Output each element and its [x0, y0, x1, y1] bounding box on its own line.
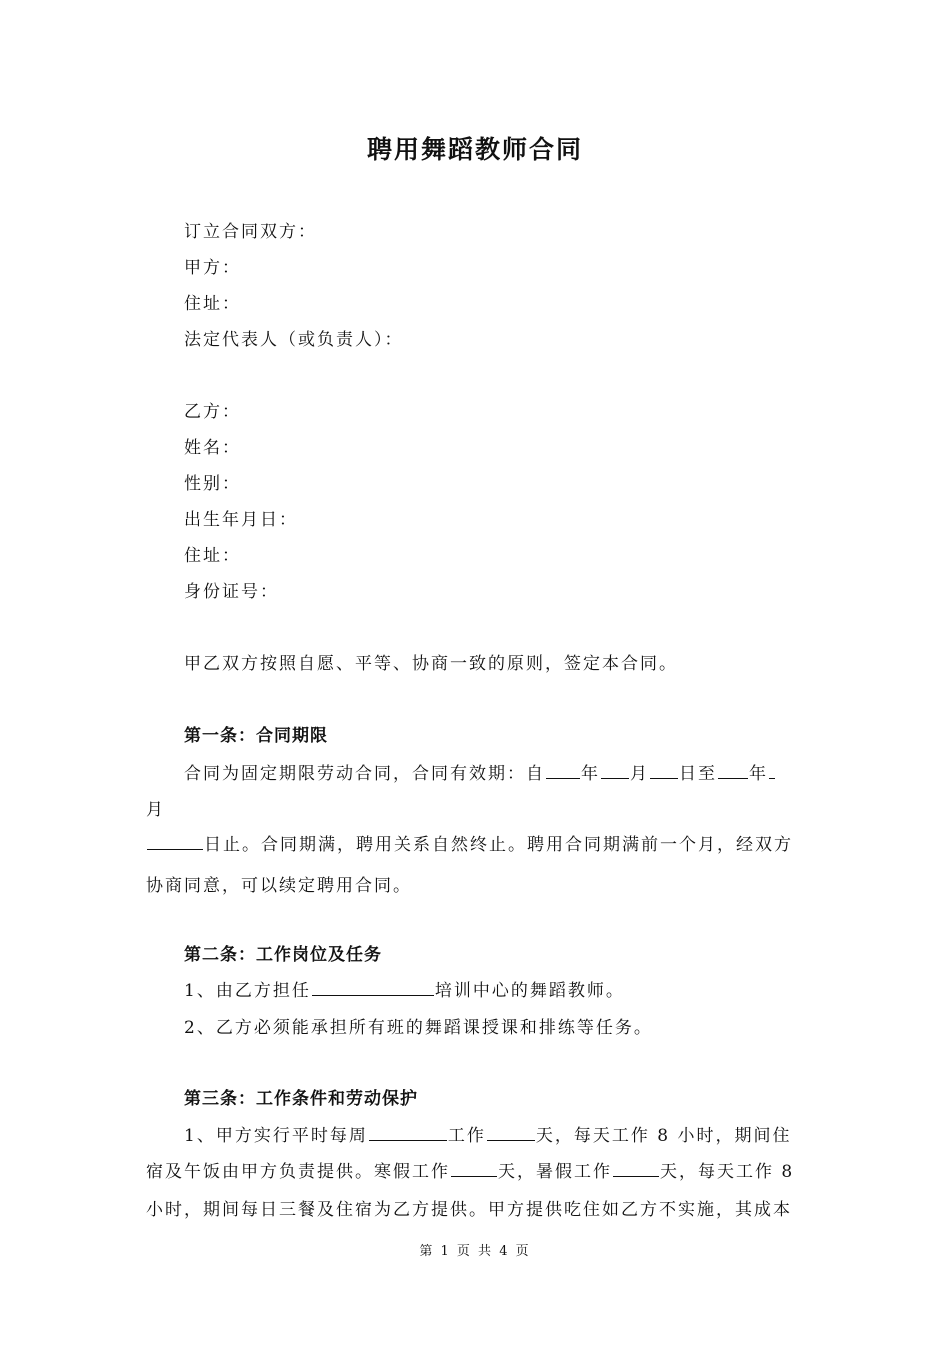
article2-item1	[184, 976, 625, 1001]
article1-text-a: 合同为固定期限劳动合同，合同有效期：自	[184, 764, 545, 784]
article1-line2: 月	[146, 800, 165, 820]
blank-start-month	[601, 762, 629, 779]
article3-line3: 小时，期间每日三餐及住宿为乙方提供。甲方提供吃住如乙方不实施，其成本	[146, 1200, 792, 1220]
party-b-address-label: 住址：	[184, 546, 241, 566]
blank-weekly	[369, 1124, 447, 1141]
blank-start-year	[546, 762, 580, 779]
article1-day-to: 日至	[679, 764, 717, 784]
article3-l1-b: 工作	[447, 1126, 486, 1146]
article1-line3	[146, 830, 793, 855]
blank-winter-days	[451, 1160, 497, 1177]
party-b-label: 乙方：	[184, 402, 241, 422]
birth-date-label: 出生年月日：	[184, 510, 298, 530]
article1-heading: 第一条：合同期限	[184, 726, 328, 746]
article3-l2-b: 天，暑假工作	[498, 1162, 612, 1182]
blank-end-day	[147, 833, 203, 850]
name-label: 姓名：	[184, 438, 241, 458]
article2-item1-b: 培训中心的舞蹈教师。	[434, 981, 625, 1001]
article2-heading: 第二条：工作岗位及任务	[184, 945, 382, 965]
article3-l1-a: 1、甲方实行平时每周	[184, 1126, 368, 1146]
page-footer: 第 1 页 共 4 页	[419, 1244, 531, 1259]
article2-item1-a: 1、由乙方担任	[184, 981, 311, 1001]
article2-item2: 2、乙方必须能承担所有班的舞蹈课授课和排练等任务。	[184, 1018, 653, 1038]
legal-rep-label: 法定代表人（或负责人）：	[184, 330, 404, 350]
article3-line2	[146, 1157, 794, 1182]
article1-line1	[184, 759, 776, 784]
blank-start-day	[650, 762, 678, 779]
article1-month: 月	[630, 764, 649, 784]
id-number-label: 身份证号：	[184, 582, 279, 602]
article1-year: 年	[581, 764, 600, 784]
article3-l2-c: 天，每天工作 8	[660, 1162, 795, 1182]
parties-intro: 订立合同双方：	[184, 222, 317, 242]
preamble: 甲乙双方按照自愿、平等、协商一致的原则，签定本合同。	[184, 654, 678, 674]
article1-line4: 协商同意，可以续定聘用合同。	[146, 876, 412, 896]
article3-line1	[184, 1121, 791, 1146]
blank-end-year	[718, 762, 748, 779]
article3-heading: 第三条：工作条件和劳动保护	[184, 1089, 418, 1109]
gender-label: 性别：	[184, 474, 241, 494]
party-a-address-label: 住址：	[184, 294, 241, 314]
article3-l2-a: 宿及午饭由甲方负责提供。寒假工作	[146, 1162, 450, 1182]
article1-year2: 年	[749, 764, 768, 784]
article1-text-l3: 日止。合同期满，聘用关系自然终止。聘用合同期满前一个月，经双方	[204, 835, 793, 855]
party-a-label: 甲方：	[184, 258, 241, 278]
document-title: 聘用舞蹈教师合同	[366, 135, 583, 164]
blank-training-center	[312, 979, 434, 996]
blank-work-days	[487, 1124, 535, 1141]
blank-end-month	[769, 762, 775, 779]
blank-summer-days	[613, 1160, 659, 1177]
article3-l1-c: 天，每天工作 8 小时，期间住	[535, 1126, 792, 1146]
